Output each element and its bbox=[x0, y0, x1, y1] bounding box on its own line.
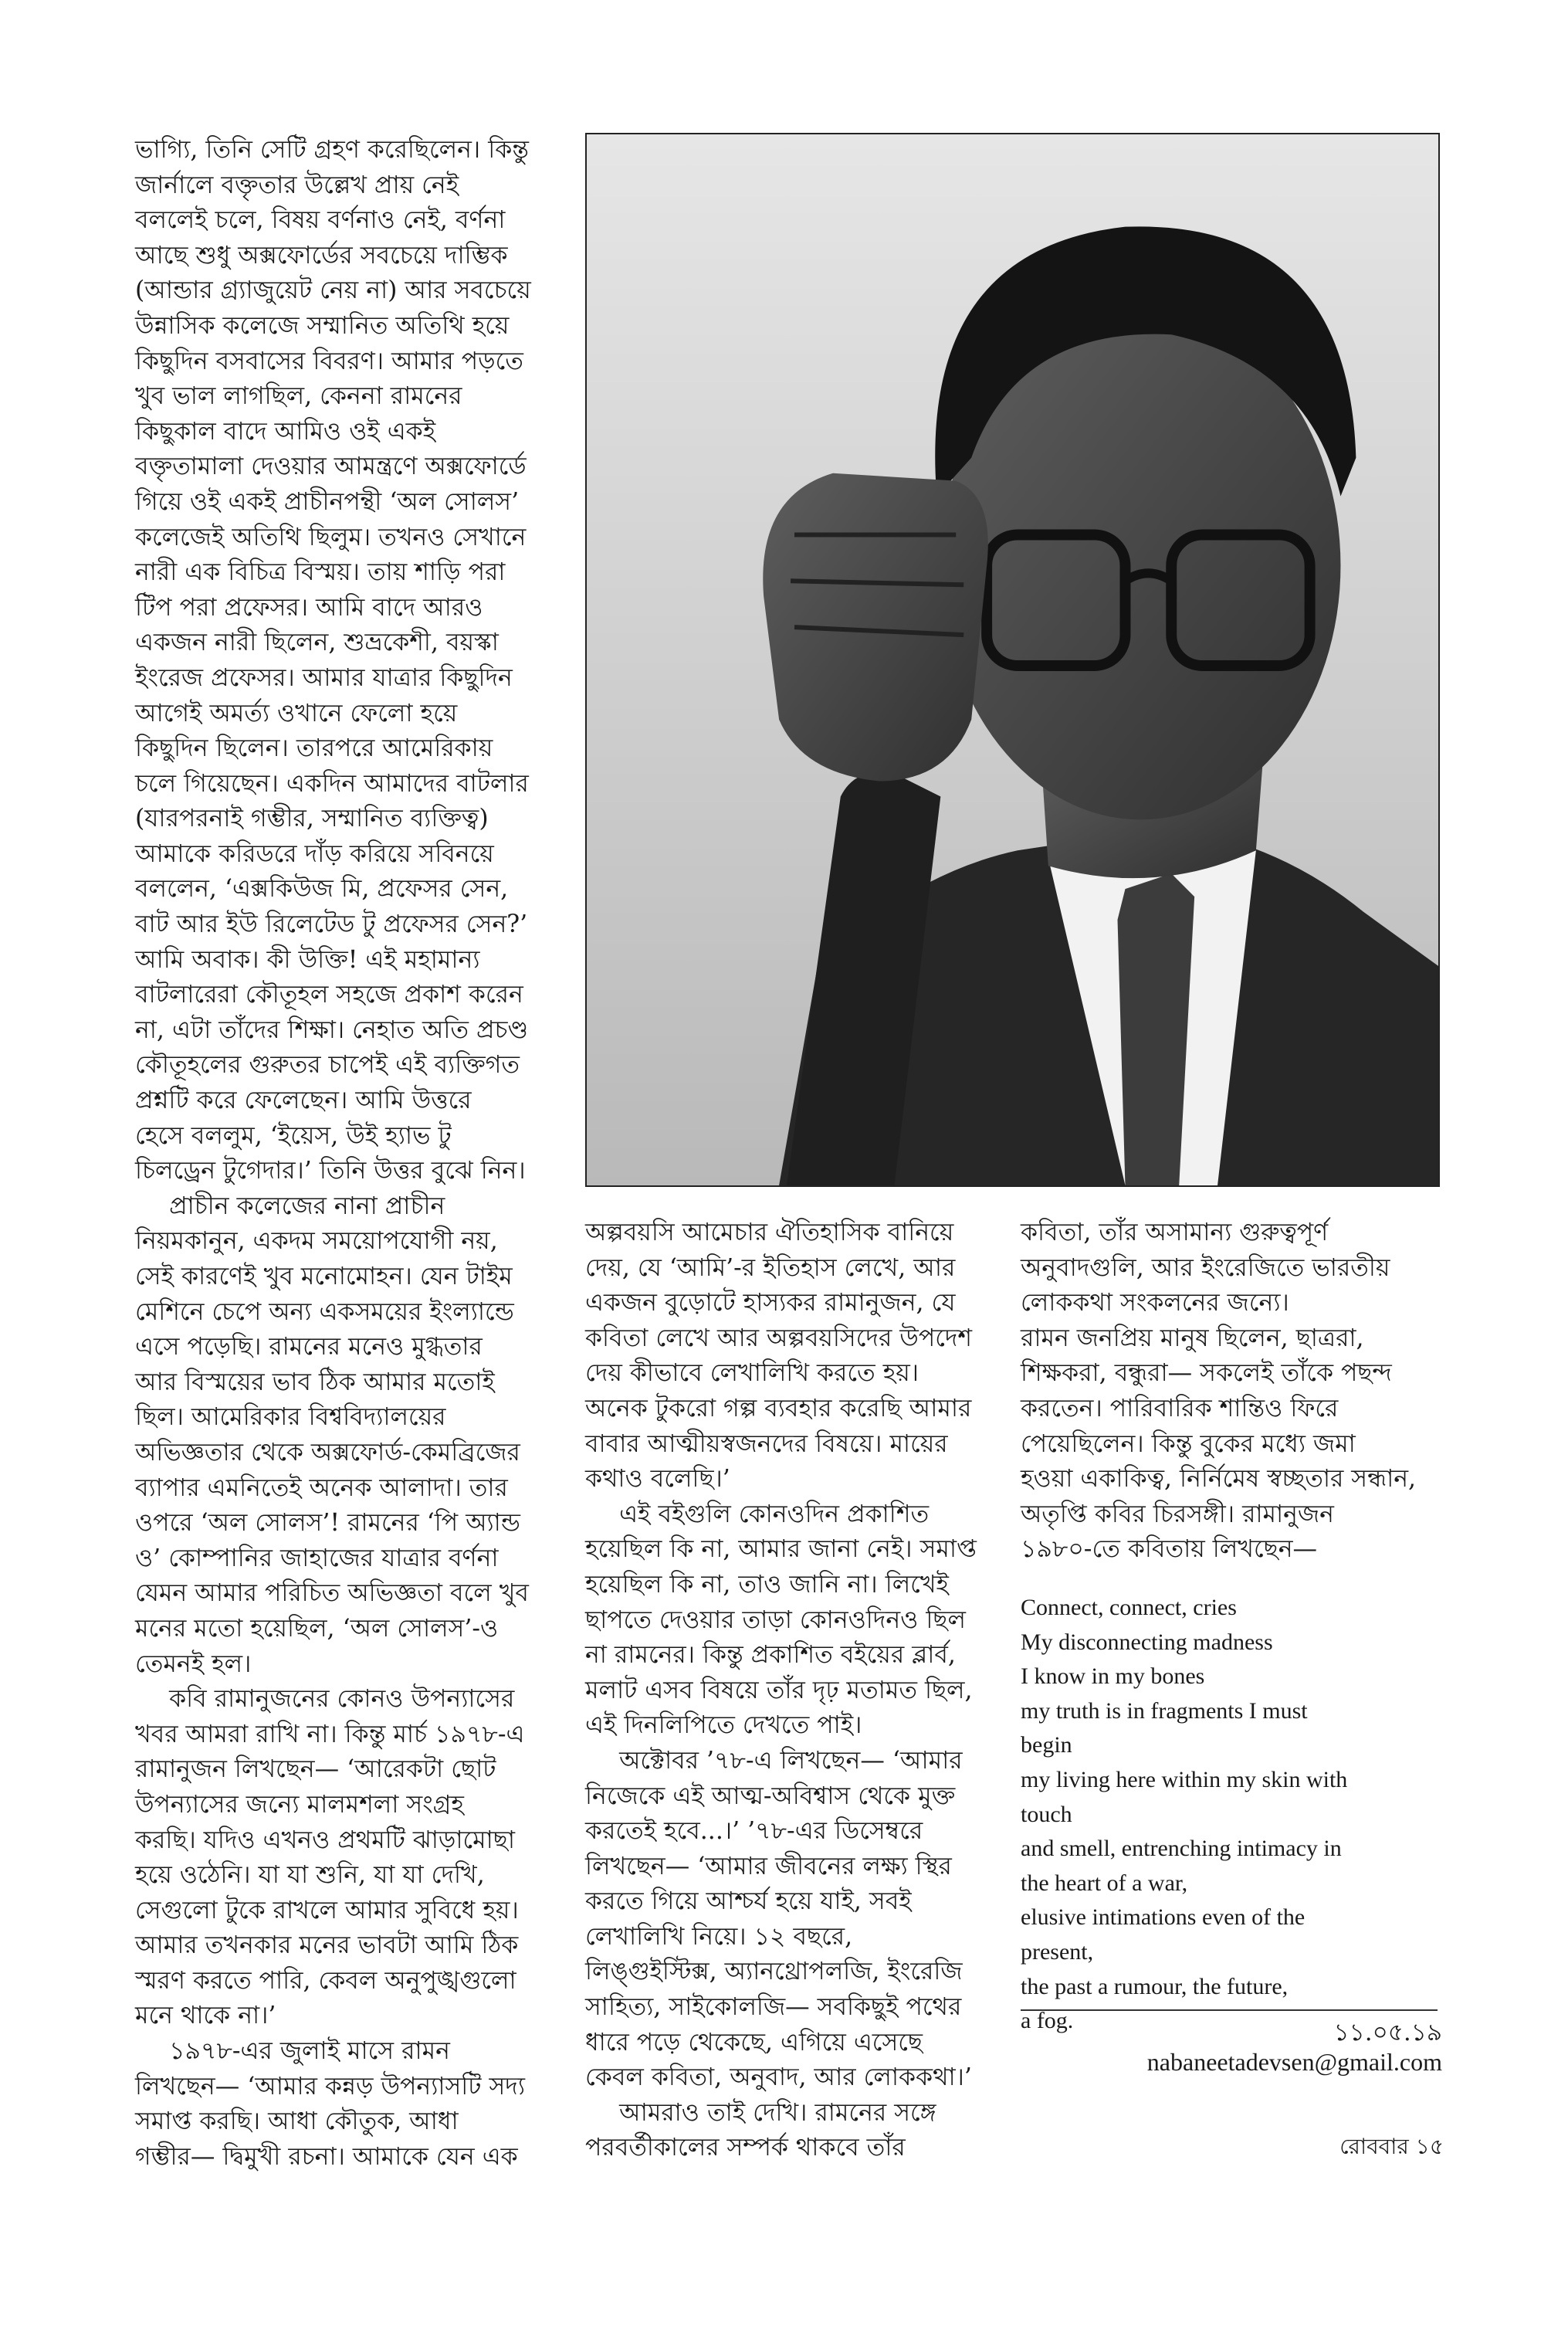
poem-line: my truth is in fragments I must bbox=[1021, 1697, 1308, 1724]
paragraph: ১৯৭৮-এর জুলাই মাসে রামন লিখছেন— ‘আমার কন্নড় উপন্যাসটি সদ্য সমাপ্ত করছি। আধা কৌতুক, আধা গম্ভীর— দ্বিমুখী রচনা। আমাকে যেন এক bbox=[135, 2037, 525, 2171]
poem-line: the past a rumour, the future, bbox=[1021, 1973, 1289, 1999]
poem-line: My disconnecting madness bbox=[1021, 1629, 1273, 1655]
paragraph: অক্টোবর ’৭৮-এ লিখছেন— ‘আমার নিজেকে এই আত্ম-অবিশ্বাস থেকে মুক্ত করতেই হবে...।’ ’৭৮-এর ডিসেম্বরে লিখছেন— ‘আমার জীবনের লক্ষ্য স্থির করতে গিয়ে আশ্চর্য হয়ে যাই, সবই লেখালিখি নিয়ে। ১২ বছরে, লিঙ্গুইস্টিক্স, অ্যানথ্রোপলজি, ইংরেজি সাহিত্য, সাইকোলজি— সবকিছুই পথের ধারে পড়ে থেকেছে, এগিয়ে এসেছে কেবল কবিতা, অনুবাদ, আর লোককথা।’ bbox=[585, 1746, 972, 2092]
paragraph: অল্পবয়সি আমেচার ঐতিহাসিক বানিয়ে দেয়, যে ‘আমি’-র ইতিহাস লেখে, আর একজন বুড়োটে হাস্যকর রামানুজন, যে কবিতা লেখে আর অল্পবয়সিদের উপদেশ দেয় কীভাবে লেখালিখি করতে হয়। অনেক টুকরো গল্প ব্যবহার করেছি আমার বাবার আত্মীয়স্বজনদের বিষয়ে। মায়ের কথাও বলেছি।’ bbox=[585, 1219, 973, 1494]
poem-line: I know in my bones bbox=[1021, 1663, 1205, 1690]
page-folio: রোববার ১৫ bbox=[1339, 2134, 1444, 2159]
poem-line: Connect, connect, cries bbox=[1021, 1595, 1237, 1620]
paragraph: এই বইগুলি কোনওদিন প্রকাশিত হয়েছিল কি না, আমার জানা নেই। সমাপ্ত হয়েছিল কি না, তাও জানি না। লিখেই ছাপতে দেওয়ার তাড়া কোনওদিনও ছিল না রামনের। কিন্তু প্রকাশিত বইয়ের ব্লার্ব, মলাট এসব বিষয়ে তাঁর দৃঢ় মতামত ছিল, এই দিনলিপিতে দেখতে পাই। bbox=[585, 1500, 977, 1740]
paragraph: আমরাও তাই দেখি। রামনের সঙ্গে পরবর্তীকালের সম্পর্ক থাকবে তাঁর bbox=[585, 2098, 936, 2162]
paragraph: কবি রামানুজনের কোনও উপন্যাসের খবর আমরা রাখি না। কিন্তু মার্চ ১৯৭৮-এ রামানুজন লিখছেন— ‘আরেকটা ছোট উপন্যাসের জন্যে মালমশলা সংগ্রহ করছি। যদিও এখনও প্রথমটি ঝাড়ামোছা হয়ে ওঠেনি। যা যা শুনি, যা যা দেখি, সেগুলো টুকে রাখলে আমার সুবিধে হয়। আমার তখনকার মনের ভাবটা আমি ঠিক স্মরণ করতে পারি, কেবল অনুপুঙ্খগুলো মনে থাকে না।’ bbox=[135, 1685, 525, 2030]
article-column-right bbox=[1021, 1216, 1438, 1568]
poem-block bbox=[1021, 1591, 1453, 2039]
poem-line: touch bbox=[1021, 1801, 1072, 1827]
poem-line: the heart of a war, bbox=[1021, 1870, 1188, 1896]
poem-line: and smell, entrenching intimacy in bbox=[1021, 1836, 1342, 1862]
signoff-date: ১১.০৫.১৯ bbox=[1333, 2019, 1442, 2046]
author-email[interactable]: nabaneetadevsen@gmail.com bbox=[1146, 2048, 1442, 2076]
article-column-middle bbox=[585, 1216, 1006, 2166]
signoff-divider bbox=[1021, 2009, 1438, 2011]
poem-line: begin bbox=[1021, 1732, 1072, 1758]
poem-line: a fog. bbox=[1021, 2008, 1074, 2034]
poem-line: present, bbox=[1021, 1938, 1094, 1965]
poem-line: elusive intimations even of the bbox=[1021, 1904, 1306, 1931]
paragraph: কবিতা, তাঁর অসামান্য গুরুত্বপূর্ণ অনুবাদগুলি, আর ইংরেজিতে ভারতীয় লোককথা সংকলনের জন্যে। রামন জনপ্রিয় মানুষ ছিলেন, ছাত্ররা, শিক্ষকরা, বন্ধুরা— সকলেই তাঁকে পছন্দ করতেন। পারিবারিক শান্তিও ফিরে পেয়েছিলেন। কিন্তু বুকের মধ্যে জমা হওয়া একাকিত্ব, নির্নিমেষ স্বচ্ছতার সন্ধান, অতৃপ্তি কবির চিরসঙ্গী। রামানুজন ১৯৮০-তে কবিতায় লিখছেন— bbox=[1021, 1219, 1417, 1564]
portrait-photo bbox=[585, 133, 1440, 1187]
article-column-left bbox=[135, 133, 571, 2175]
paragraph: প্রাচীন কলেজের নানা প্রাচীন নিয়মকানুন, একদম সময়োপযোগী নয়, সেই কারণেই খুব মনোমোহন। যেন টাইম মেশিনে চেপে অন্য একসময়ের ইংল্যান্ডে এসে পড়েছি। রামনের মনেও মুগ্ধতার আর বিস্ময়ের ভাব ঠিক আমার মতোই ছিল। আমেরিকার বিশ্ববিদ্যালয়ের অভিজ্ঞতার থেকে অক্সফোর্ড-কেমব্রিজের ব্যাপার এমনিতেই অনেক আলাদা। তার ওপরে ‘অল সোলস’! রামনের ‘পি অ্যান্ড ও’ কোম্পানির জাহাজের যাত্রার বর্ণনা যেমন আমার পরিচিত অভিজ্ঞতা বলে খুব মনের মতো হয়েছিল, ‘অল সোলস’-ও তেমনই হল। bbox=[135, 1192, 529, 1678]
paragraph: ভাগ্যি, তিনি সেটি গ্রহণ করেছিলেন। কিন্তু জার্নালে বক্তৃতার উল্লেখ প্রায় নেই বললেই চলে, বিষয় বর্ণনাও নেই, বর্ণনা আছে শুধু অক্সফোর্ডের সবচেয়ে দাম্ভিক (আন্ডার গ্র্যাজুয়েট নেয় না) আর সবচেয়ে উন্নাসিক কলেজে সম্মানিত অতিথি হয়ে কিছুদিন বসবাসের বিবরণ। আমার পড়তে খুব ভাল লাগছিল, কেননা রামনের কিছুকাল বাদে আমিও ওই একই বক্তৃতামালা দেওয়ার আমন্ত্রণে অক্সফোর্ডে গিয়ে ওই একই প্রাচীনপন্থী ‘অল সোলস’ কলেজেই অতিথি ছিলুম। তখনও সেখানে নারী এক বিচিত্র বিস্ময়। তায় শাড়ি পরা টিপ পরা প্রফেসর। আমি বাদে আরও একজন নারী ছিলেন, শুভ্রকেশী, বয়স্কা ইংরেজ প্রফেসর। আমার যাত্রার কিছুদিন আগেই অমর্ত্য ওখানে ফেলো হয়ে কিছুদিন ছিলেন। তারপরে আমেরিকায় চলে গিয়েছেন। একদিন আমাদের বাটলার (যারপরনাই গম্ভীর, সম্মানিত ব্যক্তিত্ব) আমাকে করিডরে দাঁড় করিয়ে সবিনয়ে বললেন, ‘এক্সকিউজ মি, প্রফেসর সেন, বাট আর ইউ রিলেটেড টু প্রফেসর সেন?’ আমি অবাক। কী উক্তি! এই মহামান্য বাটলারেরা কৌতূহল সহজে প্রকাশ করেন না, এটা তাঁদের শিক্ষা। নেহাত অতি প্রচণ্ড কৌতূহলের গুরুতর চাপেই এই ব্যক্তিগত প্রশ্নটি করে ফেলেছেন। আমি উত্তরে হেসে বললুম, ‘ইয়েস, উই হ্যাভ টু চিলড্রেন টুগেদার।’ তিনি উত্তর বুঝে নিন। bbox=[135, 136, 531, 1185]
poem-line: my living here within my skin with bbox=[1021, 1766, 1348, 1792]
